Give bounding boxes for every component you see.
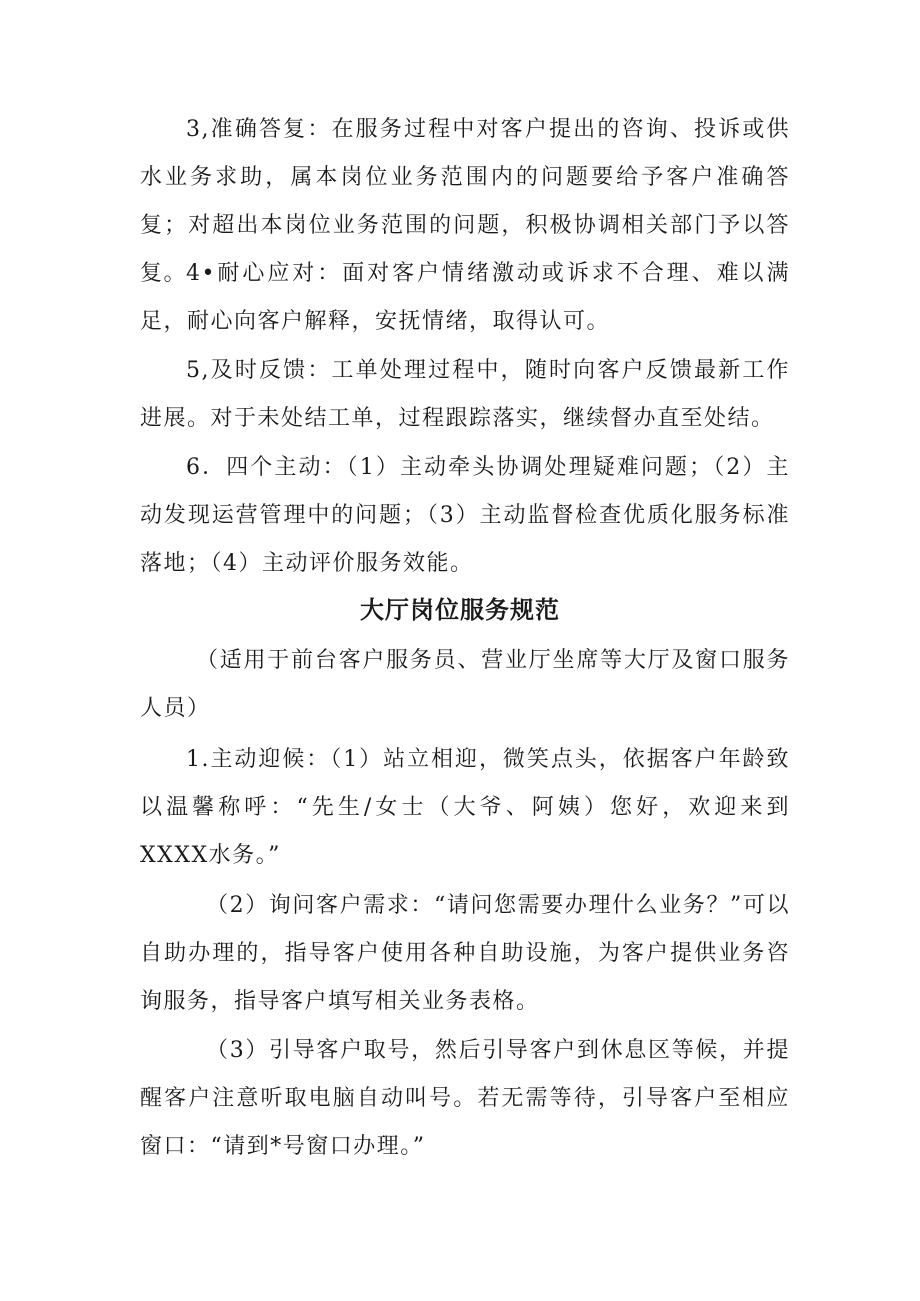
item-proactive-greeting: 1.主动迎候：（1）站立相迎，微笑点头，依据客户年龄致以温馨称呼：“先生/女士（大爷、阿姨）您好，欢迎来到XXXX水务。” (140, 747, 790, 868)
item-guide-queue: （3）引导客户取号，然后引导客户到休息区等候，并提醒客户注意听取电脑自动叫号。若无需等待，引导客户至相应窗口：“请到*号窗口办理。” (140, 1038, 790, 1159)
item-inquire-needs: （2）询问客户需求：“请问您需要办理什么业务？”可以自助办理的，指导客户使用各种自助设施，为客户提供业务咨询服务，指导客户填写相关业务表格。 (140, 893, 790, 1014)
section-scope: （适用于前台客户服务员、营业厅坐席等大厅及窗口服务人员） (140, 648, 790, 721)
paragraph-timely-feedback: 5,及时反馈：工单处理过程中，随时向客户反馈最新工作进展。对于未处结工单，过程跟踪落实，继续督办直至处结。 (140, 358, 790, 431)
paragraph-four-initiatives: 6．四个主动：（1）主动牵头协调处理疑难问题；（2）主动发现运营管理中的问题；（3）主动监督检查优质化服务标准落地；（4）主动评价服务效能。 (140, 455, 790, 576)
paragraph-accurate-reply: 3,准确答复：在服务过程中对客户提出的咨询、投诉或供水业务求助，属本岗位业务范围内的问题要给予客户准确答复；对超出本岗位业务范围的问题，积极协调相关部门予以答复。 (140, 117, 790, 286)
section-title: 大厅岗位服务规范 (360, 596, 560, 624)
paragraph-patient-response: 4•耐心应对：面对客户情绪激动或诉求不合理、难以满足，耐心向客户解释，安抚情绪，取得认可。 (140, 261, 790, 334)
